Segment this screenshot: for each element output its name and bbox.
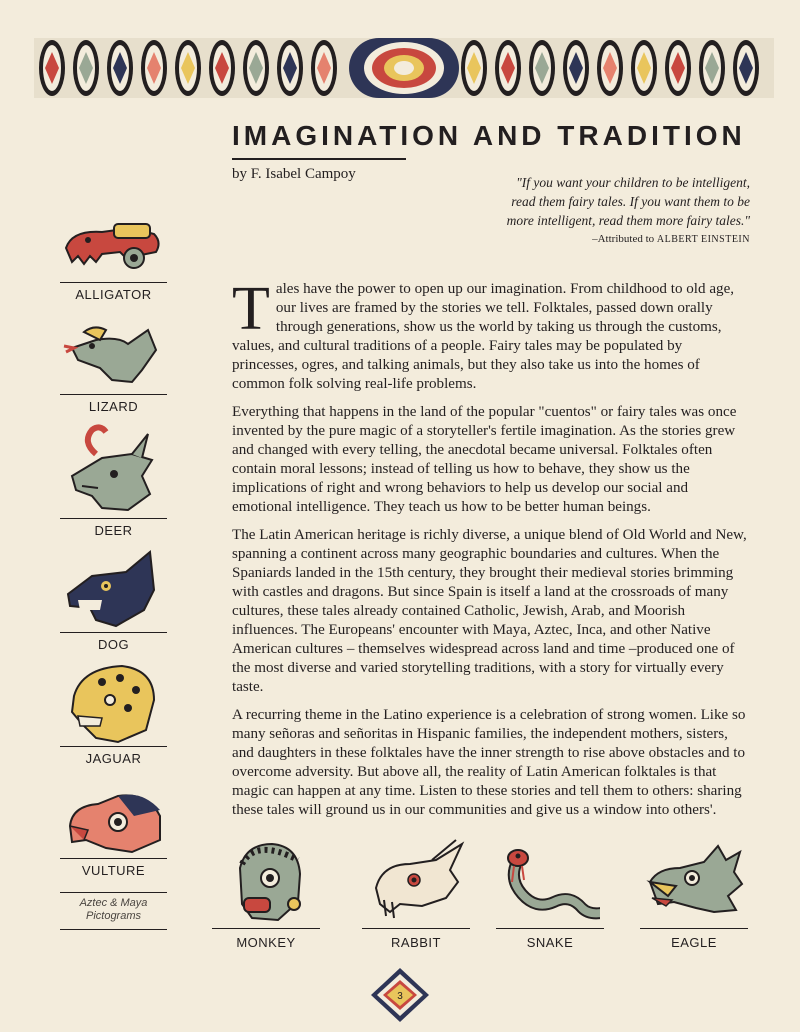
attribution-prefix: –Attributed to xyxy=(592,233,655,245)
glyph-rule xyxy=(362,928,470,929)
snake-glyph-icon xyxy=(500,838,600,926)
deer-glyph-icon xyxy=(62,424,166,516)
glyph-label: RABBIT xyxy=(391,935,441,950)
lizard-glyph-icon xyxy=(62,322,166,392)
quote-line-1: "If you want your children to be intelligent, xyxy=(516,175,750,190)
caption-rule-top xyxy=(60,892,167,893)
author-byline: by F. Isabel Campoy xyxy=(232,166,356,182)
glyph-label: JAGUAR xyxy=(85,751,142,766)
glyph-label: DEER xyxy=(94,523,133,538)
sidebar-glyph-dog xyxy=(60,550,167,652)
pictogram-caption-line-1: Aztec & Maya xyxy=(79,897,148,909)
glyph-rule xyxy=(212,928,320,929)
glyph-rule xyxy=(60,394,167,395)
sidebar-glyph-deer xyxy=(60,424,167,538)
glyph-rule xyxy=(60,746,167,747)
glyph-label: SNAKE xyxy=(526,935,574,950)
article-body xyxy=(232,275,748,829)
decorative-banner xyxy=(34,34,774,102)
glyph-rule xyxy=(60,858,167,859)
dog-glyph-icon xyxy=(62,550,166,630)
paragraph-3: The Latin American heritage is richly diverse, a unique blend of Old World and New, spanning a continent across many geographic boundaries and cultures. When the Spaniards landed in the 15th century, they brought their medieval stories brimming with castles and dragons. But since Spain is itself a land at the crossroads of many cultures, these tales already contained Catholic, Jewish, Arab, and Moorish influences. The Europeans' encounter with Maya, Aztec, Inca, and other Native American cultures – themselves widespread across land and time –produced one of the most diverse and varied storytelling traditions, with a story for virtually every taste. xyxy=(232,527,747,695)
glyph-label: MONKEY xyxy=(236,935,296,950)
paragraph-4: A recurring theme in the Latino experience is a celebration of strong women. Like so many señoras and señoritas in Hispanic families, the independent mothers, sisters, and daughters in these folktales have the inner strength to rise above obstacles and to overcome adversity. But above all, the reality of Latin American folktales is that magic can happen at any time. Listen to these stories and tell them to others: sharing these tales will ground us in our communities and give us a window into others'. xyxy=(232,707,746,818)
glyph-rule xyxy=(60,632,167,633)
sidebar-glyph-jaguar xyxy=(60,660,167,766)
bottom-glyph-snake xyxy=(496,838,604,950)
bottom-glyph-monkey xyxy=(212,838,320,950)
monkey-glyph-icon xyxy=(216,838,316,926)
quote-attribution xyxy=(470,230,750,249)
rabbit-glyph-icon xyxy=(366,838,466,926)
glyph-rule xyxy=(60,282,167,283)
glyph-label: EAGLE xyxy=(671,935,717,950)
caption-rule-bottom xyxy=(60,929,167,930)
glyph-rule xyxy=(640,928,748,929)
eagle-glyph-icon xyxy=(644,838,744,926)
bottom-glyph-eagle xyxy=(640,838,748,950)
sidebar-glyph-vulture xyxy=(60,786,167,934)
banner-center-ornament xyxy=(349,38,459,98)
sidebar-glyph-alligator xyxy=(60,218,167,302)
glyph-rule xyxy=(60,518,167,519)
title-underline xyxy=(232,158,406,160)
glyph-label: LIZARD xyxy=(88,399,139,414)
paragraph-1 xyxy=(232,275,748,394)
glyph-label: ALLIGATOR xyxy=(75,287,152,302)
page-title: IMAGINATION AND TRADITION xyxy=(232,120,746,151)
alligator-glyph-icon xyxy=(62,218,166,280)
page-number: 3 xyxy=(397,991,403,1002)
paragraph-2: Everything that happens in the land of the popular "cuentos" or fairy tales was once invented by the pure magic of a storyteller's fertile imagination. As the stories grew and changed with every telling, the anecdotal became universal. Folktales often contain moral lessons; instead of telling us how to behave, they show us the implications of right and wrong behaviors to help us develop our social and emotional intelligence. They teach us how to be better human beings. xyxy=(232,404,737,515)
jaguar-glyph-icon xyxy=(62,660,166,744)
vulture-glyph-icon xyxy=(62,786,166,856)
sidebar-glyph-lizard xyxy=(60,322,167,414)
drop-cap: T xyxy=(232,275,270,343)
glyph-label: VULTURE xyxy=(81,863,146,878)
paragraph-1-text: ales have the power to open up our imagination. From childhood to old age, our lives are framed by the stories we tell. Folktales, passed down orally through generations, show us the world by taking us through the customs, values, and cultural traditions of a people. Fairy tales may be populated by princesses, ogres, and talking animals, but they also take us into the homes of common folk solving real-life problems. xyxy=(232,281,735,392)
bottom-glyph-rabbit xyxy=(362,838,470,950)
quote-line-3: more intelligent, read them more fairy tales." xyxy=(506,213,750,228)
pictogram-caption-line-2: Pictograms xyxy=(85,910,142,922)
glyph-rule xyxy=(496,928,604,929)
attribution-name: ALBERT EINSTEIN xyxy=(656,234,750,245)
epigraph-quote xyxy=(470,173,750,249)
page-number-badge xyxy=(369,966,431,1024)
glyph-label: DOG xyxy=(97,637,130,652)
quote-line-2: read them fairy tales. If you want them to be xyxy=(511,194,750,209)
